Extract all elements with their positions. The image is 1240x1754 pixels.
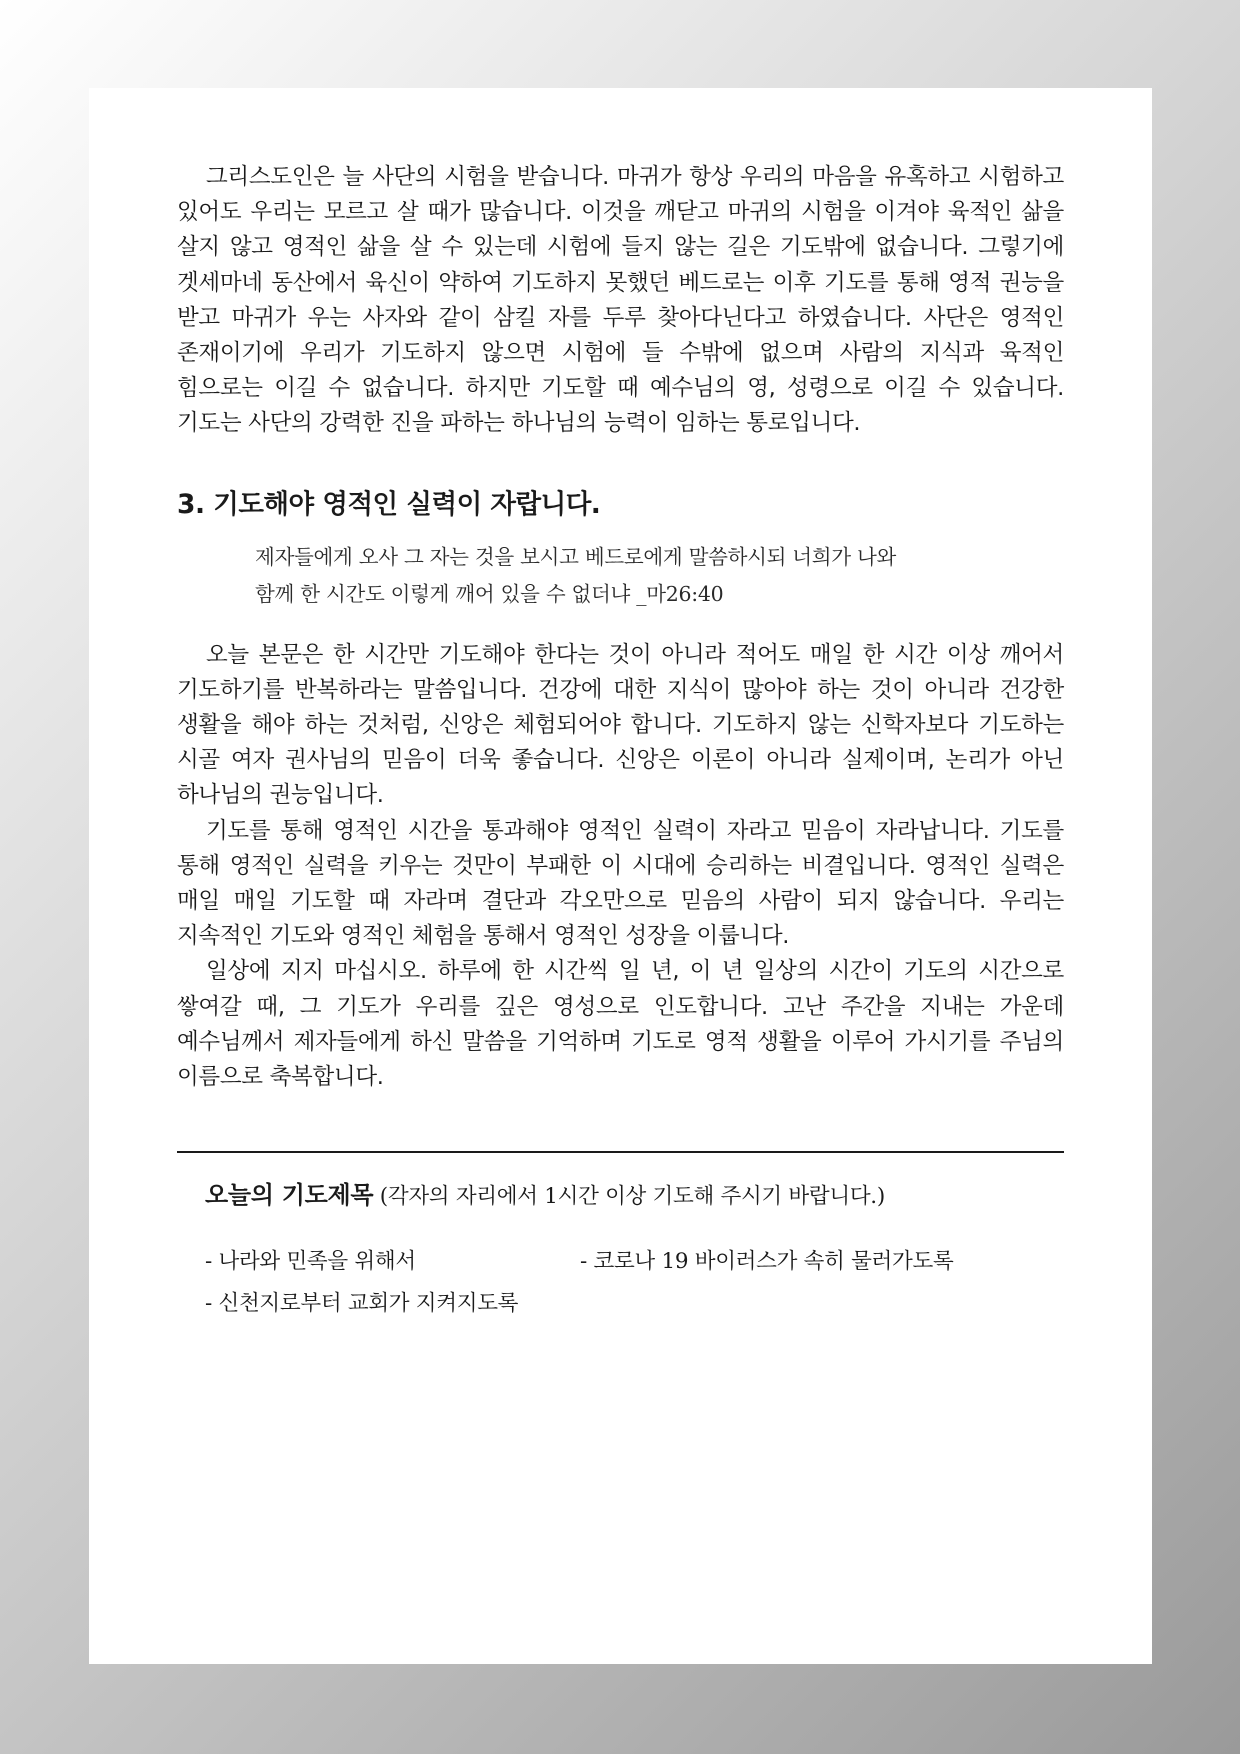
prayer-title-label: 오늘의 기도제목	[205, 1181, 374, 1210]
scripture-quote-line: 제자들에게 오사 그 자는 것을 보시고 베드로에게 말씀하시되 너희가 나와	[255, 544, 897, 569]
body-paragraph: 그리스도인은 늘 사단의 시험을 받습니다. 마귀가 항상 우리의 마음을 유혹하고 시험하고 있어도 우리는 모르고 살 때가 많습니다. 이것을 깨닫고 마귀의 시험을 이겨야 육적인 삶을 살지 않고 영적인 삶을 살 수 있는데 시험에 들지 않는 길은 기도밖에 없습니다. 그렇기에 겟세마네 동산에서 육신이 약하여 기도하지 못했던 베드로는 이후 기도를 통해 영적 권능을 받고 마귀가 우는 사자와 같이 삼킬 자를 두루 찾아다닌다고 하였습니다. 사단은 영적인 존재이기에 우리가 기도하지 않으면 시험에 들 수밖에 없으며 사람의 지식과 육적인 힘으로는 이길 수 없습니다. 하지만 기도할 때 예수님의 영, 성령으로 이길 수 있습니다. 기도는 사단의 강력한 진을 파하는 하나님의 능력이 임하는 통로입니다.	[177, 164, 1064, 437]
body-paragraph: 일상에 지지 마십시오. 하루에 한 시간씩 일 년, 이 년 일상의 시간이 기도의 시간으로 쌓여갈 때, 그 기도가 우리를 깊은 영성으로 인도합니다. 고난 주간을 지내는 가운데 예수님께서 제자들에게 하신 말씀을 기억하며 기도로 영적 생활을 이루어 가시기를 주님의 이름으로 축복합니다.	[177, 958, 1064, 1091]
prayer-list	[205, 1241, 1064, 1325]
section-heading: 3. 기도해야 영적인 실력이 자랍니다.	[177, 488, 601, 520]
prayer-title-note: (각자의 자리에서 1시간 이상 기도해 주시기 바랍니다.)	[373, 1184, 885, 1210]
body-paragraph: 오늘 본문은 한 시간만 기도해야 한다는 것이 아니라 적어도 매일 한 시간 이상 깨어서 기도하기를 반복하라는 말씀입니다. 건강에 대한 지식이 많아야 하는 것이 아니라 건강한 생활을 해야 하는 것처럼, 신앙은 체험되어야 합니다. 기도하지 않는 신학자보다 기도하는 시골 여자 권사님의 믿음이 더욱 좋습니다. 신앙은 이론이 아니라 실제이며, 논리가 아닌 하나님의 권능입니다.	[177, 641, 1064, 809]
body-paragraph: 기도를 통해 영적인 시간을 통과해야 영적인 실력이 자라고 믿음이 자라납니다. 기도를 통해 영적인 실력을 키우는 것만이 부패한 이 시대에 승리하는 비결입니다. 영적인 실력은 매일 매일 기도할 때 자라며 결단과 각오만으로 믿음의 사람이 되지 않습니다. 우리는 지속적인 기도와 영적인 체험을 통해서 영적인 성장을 이룹니다.	[177, 817, 1064, 950]
prayer-item: - 코로나 19 바이러스가 속히 물러가도록	[580, 1249, 954, 1275]
prayer-item: - 신천지로부터 교회가 지켜지도록	[205, 1291, 519, 1317]
divider	[177, 1151, 1064, 1153]
prayer-item: - 나라와 민족을 위해서	[205, 1249, 416, 1275]
prayer-title	[205, 1175, 1064, 1210]
document-page	[89, 88, 1152, 1664]
document-content	[177, 160, 1064, 1325]
scripture-quote-line: 함께 한 시간도 이렇게 깨어 있을 수 없더냐 _마26:40	[255, 581, 724, 606]
section-body	[177, 638, 1064, 1096]
scripture-quote	[255, 539, 1064, 613]
